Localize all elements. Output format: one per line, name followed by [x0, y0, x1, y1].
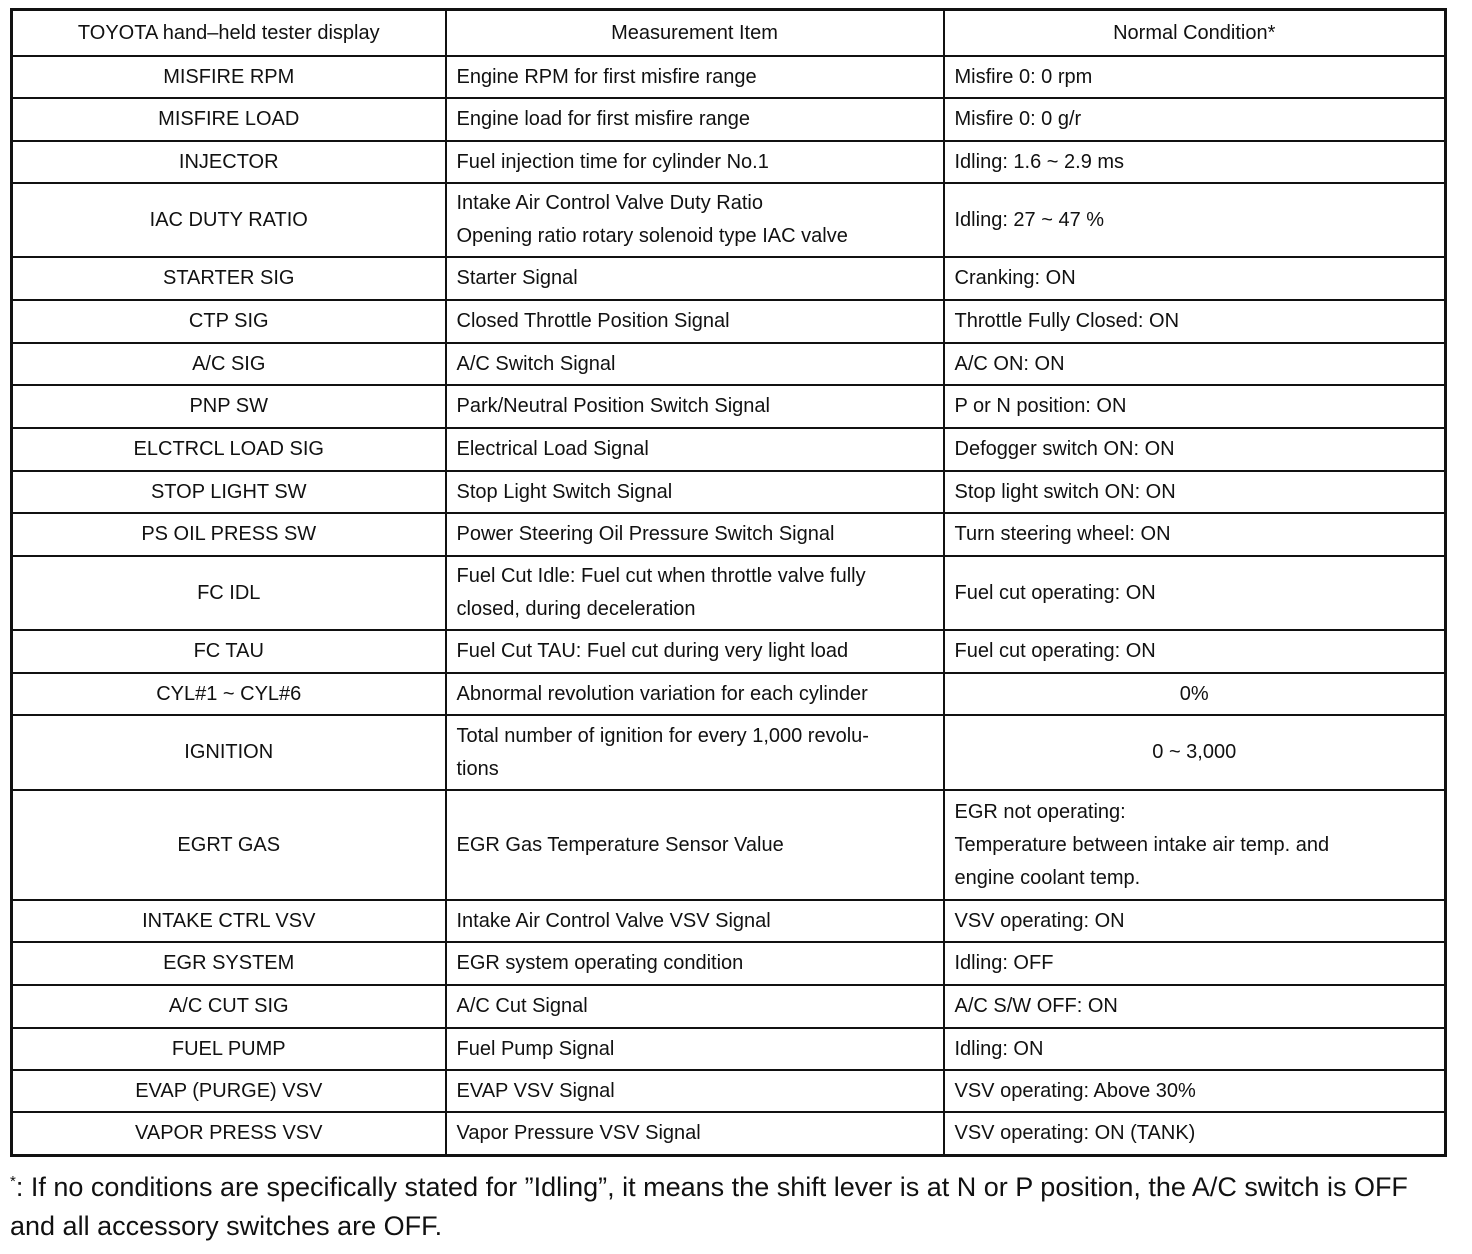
table-row [12, 257, 1446, 300]
tester-display-cell: FUEL PUMP [12, 1028, 446, 1070]
measurement-item-cell: Fuel Pump Signal [446, 1028, 944, 1070]
tester-display-cell: IGNITION [12, 715, 446, 790]
tester-display-cell: PS OIL PRESS SW [12, 513, 446, 556]
measurement-item-cell: Power Steering Oil Pressure Switch Signal [446, 513, 944, 556]
footnote-text: : If no conditions are specifically stated for ”Idling”, it means the shift lever is at N or P position, the A/C switch is OFF and all accessory switches are OFF. [10, 1172, 1408, 1241]
normal-condition-cell: Stop light switch ON: ON [944, 471, 1446, 513]
measurement-item-cell: Park/Neutral Position Switch Signal [446, 385, 944, 428]
normal-condition-cell: Turn steering wheel: ON [944, 513, 1446, 556]
table-row [12, 900, 1446, 942]
tester-data-table [10, 8, 1447, 1157]
tester-display-cell: CTP SIG [12, 300, 446, 343]
data-list-sheet [10, 8, 1444, 1157]
table-row [12, 985, 1446, 1028]
tester-display-cell: VAPOR PRESS VSV [12, 1112, 446, 1155]
measurement-item-cell: EGR system operating condition [446, 942, 944, 985]
measurement-item-cell: Starter Signal [446, 257, 944, 300]
table-row [12, 471, 1446, 513]
normal-condition-cell: Idling: 27 ~ 47 % [944, 183, 1446, 257]
normal-condition-cell: VSV operating: Above 30% [944, 1070, 1446, 1112]
measurement-item-cell: Intake Air Control Valve Duty Ratio Opening ratio rotary solenoid type IAC valve [446, 183, 944, 257]
table-row [12, 1028, 1446, 1070]
tester-display-cell: STOP LIGHT SW [12, 471, 446, 513]
tester-display-cell: STARTER SIG [12, 257, 446, 300]
normal-condition-cell: 0% [944, 673, 1446, 715]
normal-condition-cell: 0 ~ 3,000 [944, 715, 1446, 790]
normal-condition-cell: VSV operating: ON [944, 900, 1446, 942]
table-row [12, 942, 1446, 985]
normal-condition-cell: Throttle Fully Closed: ON [944, 300, 1446, 343]
normal-condition-cell: EGR not operating: Temperature between intake air temp. and engine coolant temp. [944, 790, 1446, 900]
tester-display-cell: EGRT GAS [12, 790, 446, 900]
table-row [12, 300, 1446, 343]
normal-condition-cell: P or N position: ON [944, 385, 1446, 428]
table-row [12, 715, 1446, 790]
tester-display-cell: A/C SIG [12, 343, 446, 385]
table-row [12, 428, 1446, 471]
tester-display-cell: CYL#1 ~ CYL#6 [12, 673, 446, 715]
measurement-item-cell: Total number of ignition for every 1,000 revolu- tions [446, 715, 944, 790]
measurement-item-cell: Engine load for first misfire range [446, 98, 944, 141]
normal-condition-cell: Fuel cut operating: ON [944, 556, 1446, 630]
normal-condition-cell: A/C S/W OFF: ON [944, 985, 1446, 1028]
table-row [12, 1112, 1446, 1155]
normal-condition-cell: Cranking: ON [944, 257, 1446, 300]
table-row [12, 385, 1446, 428]
normal-condition-cell: Defogger switch ON: ON [944, 428, 1446, 471]
normal-condition-cell: Idling: OFF [944, 942, 1446, 985]
header-row [12, 10, 1446, 57]
normal-condition-cell: Idling: ON [944, 1028, 1446, 1070]
measurement-item-cell: Abnormal revolution variation for each cylinder [446, 673, 944, 715]
table-row [12, 1070, 1446, 1112]
tester-display-cell: A/C CUT SIG [12, 985, 446, 1028]
tester-display-cell: MISFIRE RPM [12, 56, 446, 98]
table-row [12, 556, 1446, 630]
normal-condition-cell: Misfire 0: 0 rpm [944, 56, 1446, 98]
tester-display-cell: MISFIRE LOAD [12, 98, 446, 141]
table-row [12, 183, 1446, 257]
measurement-item-cell: Engine RPM for first misfire range [446, 56, 944, 98]
normal-condition-cell: Idling: 1.6 ~ 2.9 ms [944, 141, 1446, 183]
header-tester-display: TOYOTA hand–held tester display [12, 10, 446, 57]
table-row [12, 141, 1446, 183]
header-normal-condition: Normal Condition* [944, 10, 1446, 57]
tester-display-cell: FC IDL [12, 556, 446, 630]
table-row [12, 98, 1446, 141]
tester-display-cell: FC TAU [12, 630, 446, 673]
tester-display-cell: INTAKE CTRL VSV [12, 900, 446, 942]
tester-display-cell: IAC DUTY RATIO [12, 183, 446, 257]
measurement-item-cell: Fuel Cut Idle: Fuel cut when throttle valve fully closed, during deceleration [446, 556, 944, 630]
tester-display-cell: ELCTRCL LOAD SIG [12, 428, 446, 471]
measurement-item-cell: EVAP VSV Signal [446, 1070, 944, 1112]
measurement-item-cell: Fuel injection time for cylinder No.1 [446, 141, 944, 183]
normal-condition-cell: Misfire 0: 0 g/r [944, 98, 1446, 141]
footnote [10, 1162, 1460, 1246]
normal-condition-cell: VSV operating: ON (TANK) [944, 1112, 1446, 1155]
measurement-item-cell: Electrical Load Signal [446, 428, 944, 471]
measurement-item-cell: Intake Air Control Valve VSV Signal [446, 900, 944, 942]
normal-condition-cell: Fuel cut operating: ON [944, 630, 1446, 673]
table-row [12, 630, 1446, 673]
measurement-item-cell: A/C Cut Signal [446, 985, 944, 1028]
measurement-item-cell: A/C Switch Signal [446, 343, 944, 385]
measurement-item-cell: Closed Throttle Position Signal [446, 300, 944, 343]
header-measurement-item: Measurement Item [446, 10, 944, 57]
table-row [12, 673, 1446, 715]
tester-display-cell: EGR SYSTEM [12, 942, 446, 985]
table-row [12, 343, 1446, 385]
measurement-item-cell: Vapor Pressure VSV Signal [446, 1112, 944, 1155]
table-row [12, 56, 1446, 98]
footnote-marker: * [10, 1173, 16, 1190]
tester-display-cell: PNP SW [12, 385, 446, 428]
measurement-item-cell: Fuel Cut TAU: Fuel cut during very light load [446, 630, 944, 673]
table-row [12, 513, 1446, 556]
table-row [12, 790, 1446, 900]
tester-display-cell: INJECTOR [12, 141, 446, 183]
normal-condition-cell: A/C ON: ON [944, 343, 1446, 385]
measurement-item-cell: Stop Light Switch Signal [446, 471, 944, 513]
measurement-item-cell: EGR Gas Temperature Sensor Value [446, 790, 944, 900]
tester-display-cell: EVAP (PURGE) VSV [12, 1070, 446, 1112]
